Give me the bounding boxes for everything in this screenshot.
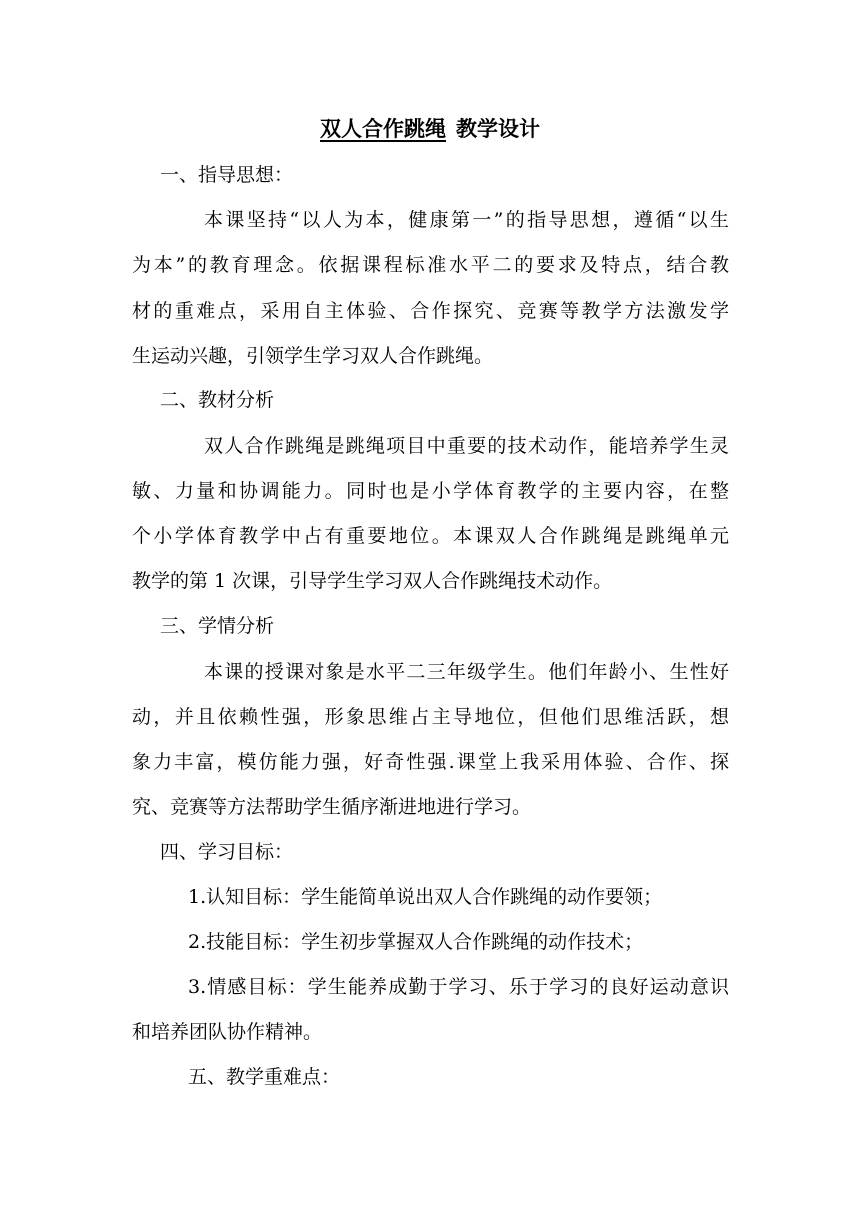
paragraph-line: 象力丰富，模仿能力强，好奇性强.课堂上我采用体验、合作、探 [132, 751, 729, 773]
section-heading-material-analysis: 二、教材分析 [160, 389, 275, 411]
goal-item-skill: 2.技能目标：学生初步掌握双人合作跳绳的动作技术； [188, 931, 644, 953]
page-title [0, 114, 860, 144]
section-heading-guiding-ideology: 一、指导思想： [160, 164, 294, 186]
section-heading-key-points: 五、教学重难点： [188, 1066, 341, 1088]
paragraph-line: 动，并且依赖性强，形象思维占主导地位，但他们思维活跃，想 [132, 706, 729, 728]
paragraph-line: 双人合作跳绳是跳绳项目中重要的技术动作，能培养学生灵 [204, 435, 729, 457]
goal-item-cognitive: 1.认知目标：学生能简单说出双人合作跳绳的动作要领； [188, 886, 663, 908]
section-heading-learning-goals: 四、学习目标： [160, 841, 294, 863]
paragraph-line: 个小学体育教学中占有重要地位。本课双人合作跳绳是跳绳单元 [132, 525, 729, 547]
title-rest-text: 教学设计 [456, 116, 540, 141]
paragraph-line: 为本”的教育理念。依据课程标准水平二的要求及特点，结合教 [132, 254, 729, 276]
paragraph-line: 教学的第 1 次课，引导学生学习双人合作跳绳技术动作。 [132, 570, 613, 592]
paragraph-line: 本课坚持“以人为本，健康第一”的指导思想，遵循“以生 [204, 209, 729, 231]
goal-item-continuation: 和培养团队协作精神。 [132, 1021, 323, 1043]
goal-item-emotional: 3.情感目标：学生能养成勤于学习、乐于学习的良好运动意识 [188, 976, 729, 998]
paragraph-line: 究、竞赛等方法帮助学生循序渐进地进行学习。 [132, 796, 532, 818]
paragraph-line: 生运动兴趣，引领学生学习双人合作跳绳。 [132, 345, 494, 367]
section-heading-student-analysis: 三、学情分析 [160, 615, 275, 637]
paragraph-line: 本课的授课对象是水平二三年级学生。他们年龄小、生性好 [204, 661, 729, 683]
paragraph-line: 敏、力量和协调能力。同时也是小学体育教学的主要内容，在整 [132, 480, 729, 502]
paragraph-line: 材的重难点，采用自主体验、合作探究、竞赛等教学方法激发学 [132, 300, 729, 322]
title-underlined-text: 双人合作跳绳 [320, 116, 446, 141]
